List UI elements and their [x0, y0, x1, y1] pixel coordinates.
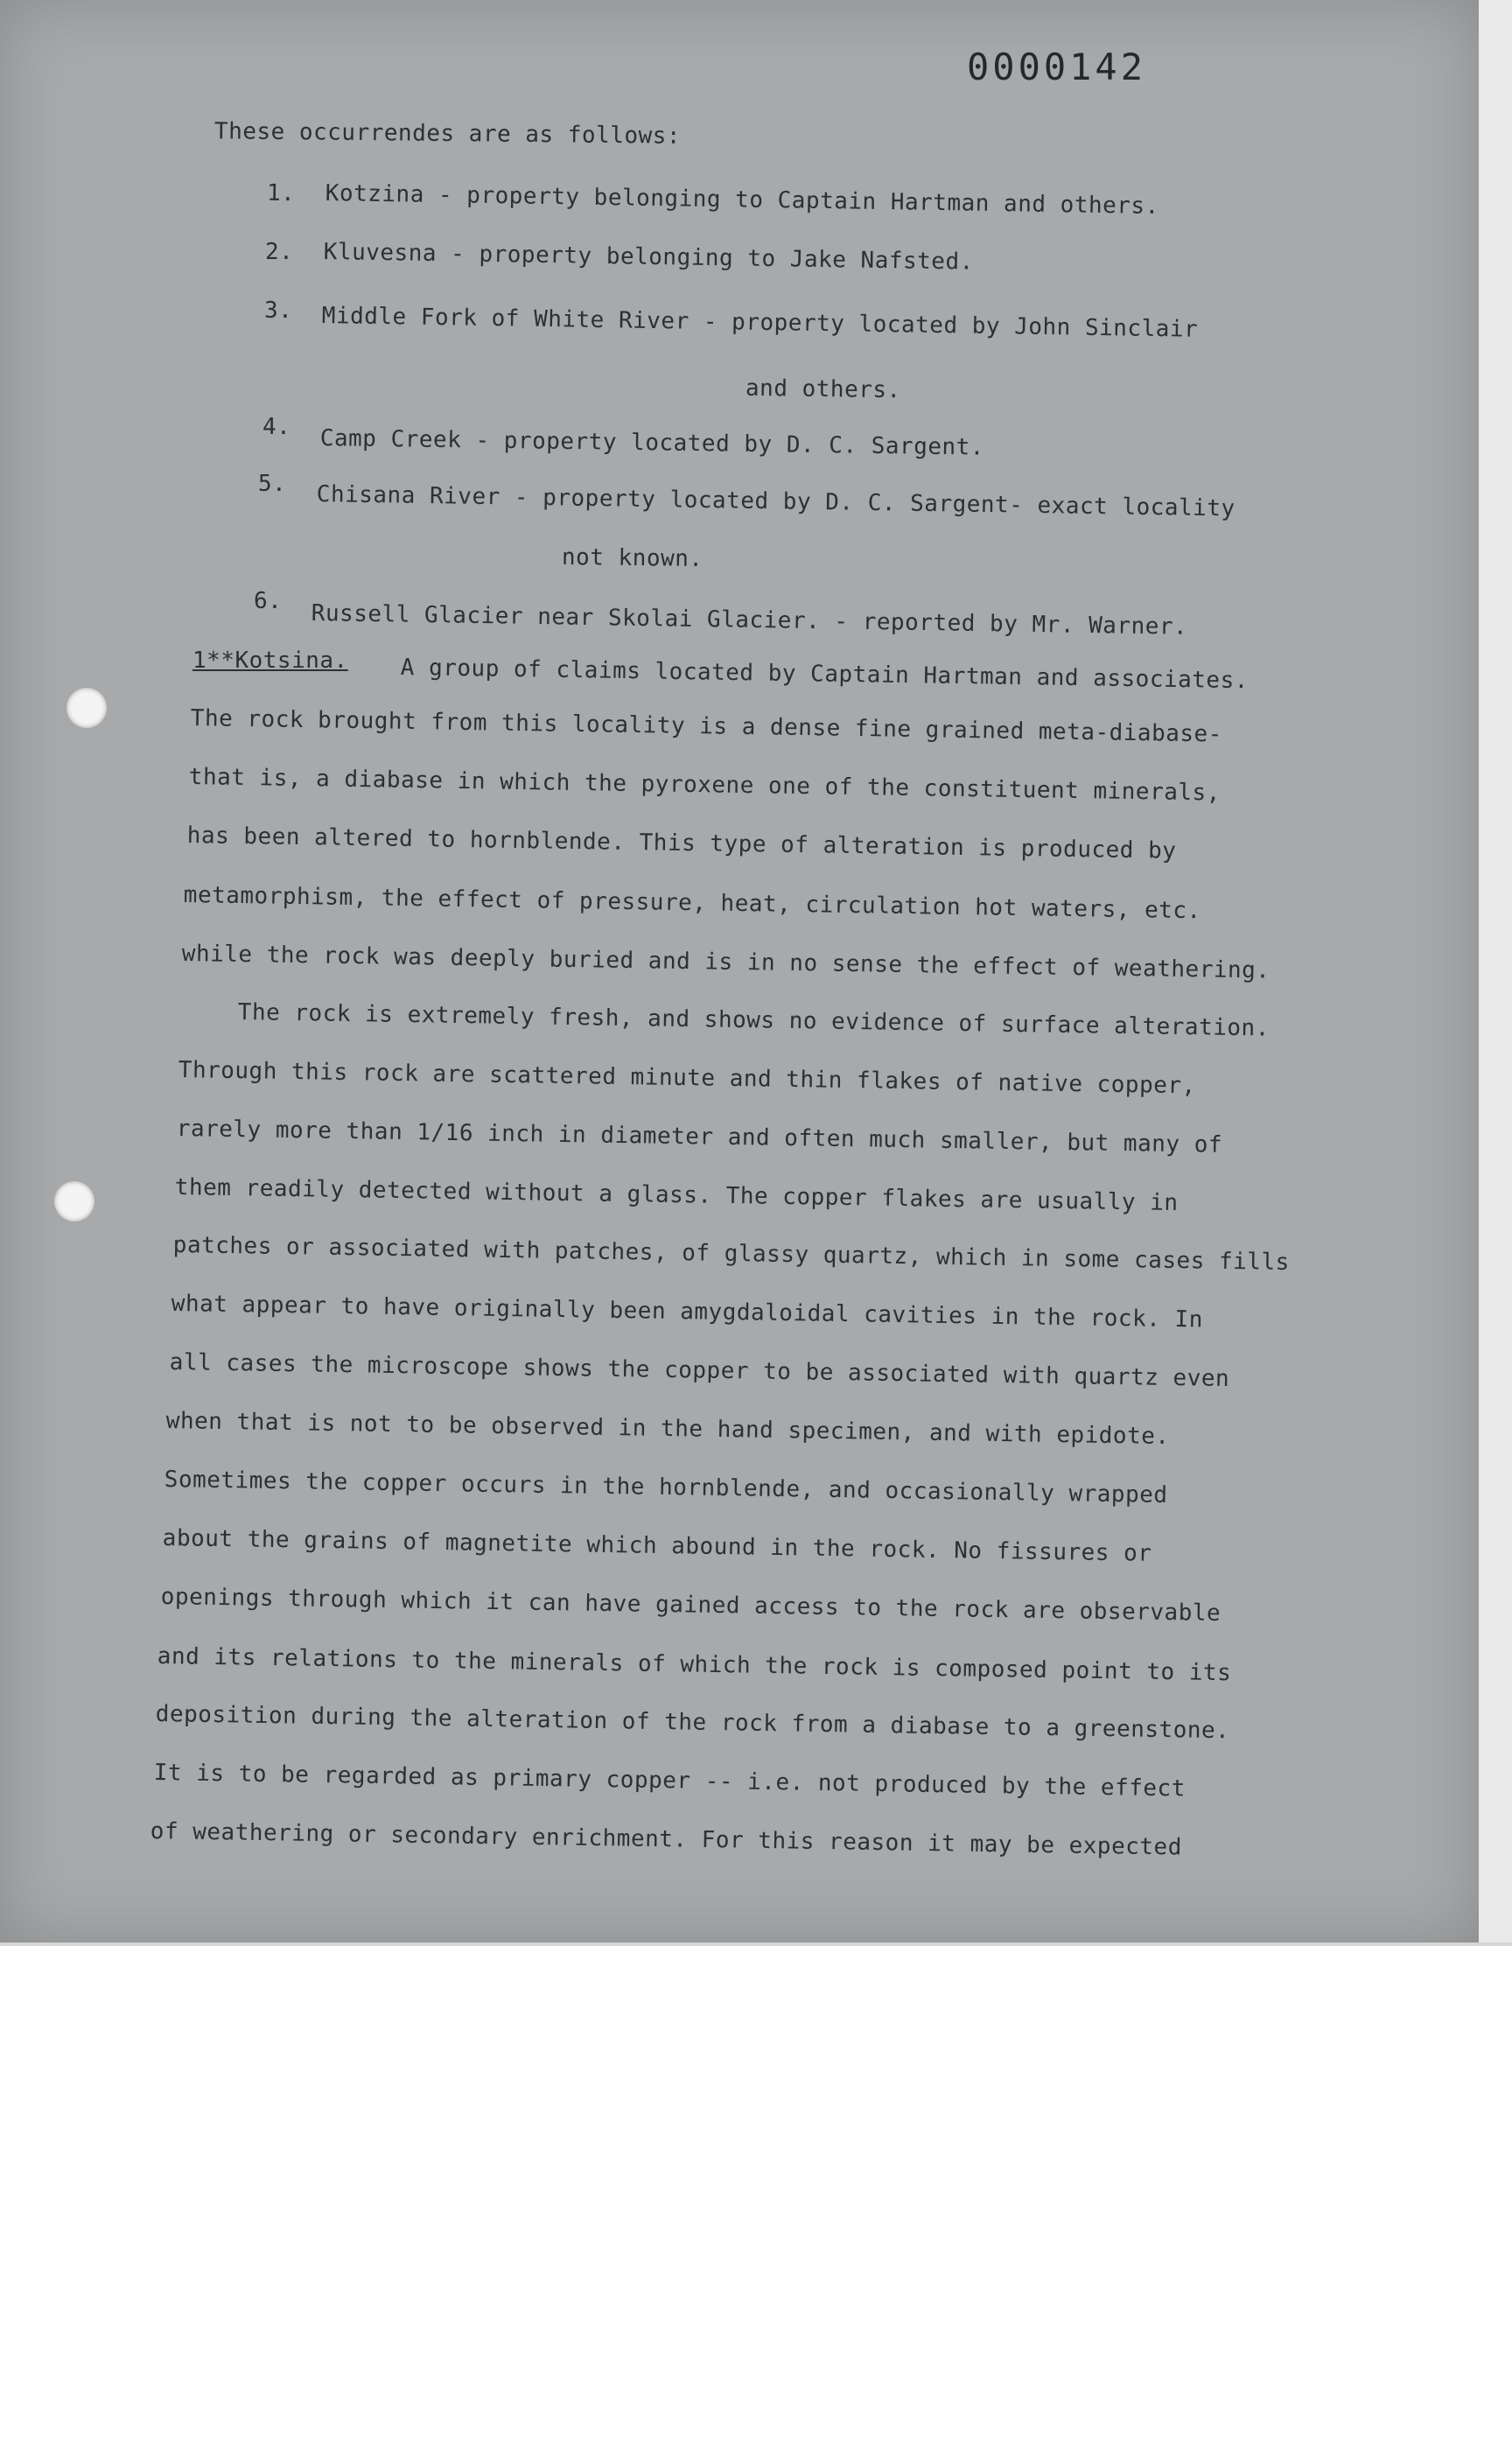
- list-number-2: 2.: [265, 239, 294, 265]
- list-number-3: 3.: [264, 298, 293, 324]
- list-number-5: 5.: [258, 471, 287, 497]
- paragraph2-line: of weathering or secondary enrichment. For this reason it may be expected: [150, 1818, 1183, 1861]
- list-item-3-continuation: and others.: [745, 374, 901, 404]
- paragraph1-first-line: A group of claims located by Captain Hartman and associates.: [400, 654, 1250, 695]
- paragraph2-line: all cases the microscope shows the copper to be associated with quartz even: [169, 1349, 1230, 1393]
- punch-hole-bottom: [54, 1181, 94, 1222]
- list-number-4: 4.: [262, 414, 291, 440]
- paragraph2-line: them readily detected without a glass. The copper flakes are usually in: [174, 1174, 1179, 1217]
- paragraph2-line: Through this rock are scattered minute and thin flakes of native copper,: [178, 1057, 1196, 1100]
- list-item-5-continuation: not known.: [561, 544, 704, 572]
- paragraph2-line: It is to be regarded as primary copper -- i.e. not produced by the effect: [153, 1760, 1186, 1802]
- list-item-3: Middle Fork of White River - property located by John Sinclair: [321, 303, 1199, 343]
- paragraph2-line: what appear to have originally been amygdaloidal cavities in the rock. In: [171, 1291, 1204, 1334]
- paragraph2-line: patches or associated with patches, of glassy quartz, which in some cases fills: [172, 1232, 1290, 1277]
- list-number-1: 1.: [266, 179, 296, 207]
- list-item-2: Kluvesna - property belonging to Jake Nafsted.: [323, 239, 975, 276]
- paragraph1-line: while the rock was deeply buried and is in no sense the effect of weathering.: [181, 941, 1270, 984]
- paragraph2-line: The rock is extremely fresh, and shows no evidence of surface alteration.: [237, 999, 1270, 1042]
- section-heading: 1**Kotsina.: [192, 648, 348, 674]
- paragraph2-line: deposition during the alteration of the rock from a diabase to a greenstone.: [155, 1701, 1230, 1745]
- paragraph1-line: The rock brought from this locality is a dense fine grained meta-diabase-: [190, 705, 1223, 748]
- paragraph1-line: that is, a diabase in which the pyroxene one of the constituent minerals,: [188, 764, 1222, 807]
- paragraph2-line: when that is not to be observed in the hand specimen, and with epidote.: [165, 1408, 1170, 1451]
- document-number: 0000142: [967, 46, 1147, 88]
- paragraph2-line: about the grains of magnetite which abound in the rock. No fissures or: [162, 1525, 1152, 1567]
- paragraph2-line: rarely more than 1/16 inch in diameter and often much smaller, but many of: [176, 1116, 1223, 1158]
- list-item-1: Kotzina - property belonging to Captain Hartman and others.: [325, 180, 1159, 220]
- paragraph2-line: and its relations to the minerals of which the rock is composed point to its: [157, 1643, 1232, 1687]
- intro-line: These occurrendes are as follows:: [214, 118, 682, 150]
- scan-edge: [1479, 0, 1512, 1942]
- paragraph2-line: openings through which it can have gained access to the rock are observable: [160, 1584, 1222, 1628]
- punch-hole-top: [66, 688, 107, 728]
- list-item-4: Camp Creek - property located by D. C. Sargent.: [319, 425, 985, 461]
- paragraph1-line: has been altered to hornblende. This type of alteration is produced by: [186, 822, 1177, 864]
- list-item-6: Russell Glacier near Skolai Glacier. - reported by Mr. Warner.: [311, 600, 1188, 640]
- paragraph1-line: metamorphism, the effect of pressure, heat, circulation hot waters, etc.: [183, 882, 1201, 925]
- scan-bottom-edge: [0, 1942, 1512, 1946]
- paragraph2-line: Sometimes the copper occurs in the hornblende, and occasionally wrapped: [164, 1466, 1168, 1509]
- list-item-5: Chisana River - property located by D. C. Sargent- exact locality: [316, 481, 1236, 522]
- list-number-6: 6.: [254, 588, 283, 614]
